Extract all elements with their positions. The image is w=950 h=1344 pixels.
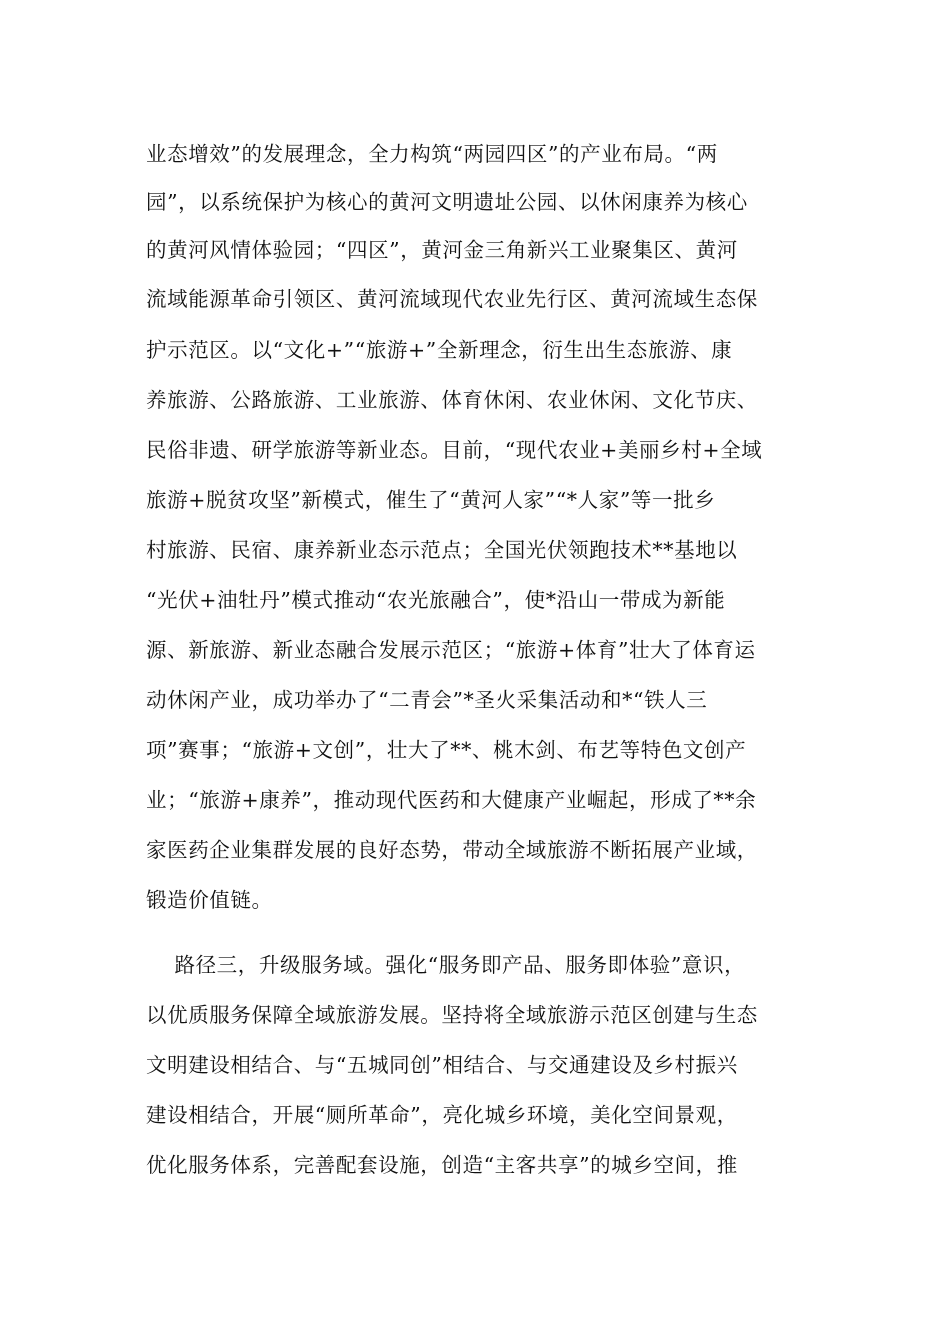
paragraph-line: 业态增效”的发展理念，全力构筑“两园四区”的产业布局。“两 xyxy=(146,142,718,166)
paragraph-line: 业；“旅游+康养”，推动现代医药和大健康产业崛起，形成了**余 xyxy=(146,788,757,812)
paragraph-line: 的黄河风情体验园；“四区”，黄河金三角新兴工业聚集区、黄河 xyxy=(146,238,738,262)
paragraph-line: 民俗非遗、研学旅游等新业态。目前，“现代农业+美丽乡村+全域 xyxy=(146,438,763,462)
paragraph-line: 项”赛事；“旅游+文创”，壮大了**、桃木剑、布艺等特色文创产 xyxy=(146,738,747,762)
paragraph-line: 建设相结合，开展“厕所革命”，亮化城乡环境，美化空间景观， xyxy=(146,1103,738,1127)
paragraph-line: 养旅游、公路旅游、工业旅游、体育休闲、农业休闲、文化节庆、 xyxy=(146,388,758,412)
paragraph-line: 文明建设相结合、与“五城同创”相结合、与交通建设及乡村振兴 xyxy=(146,1053,738,1077)
paragraph-line: 锻造价值链。 xyxy=(146,888,273,912)
paragraph-line: 流域能源革命引领区、黄河流域现代农业先行区、黄河流域生态保 xyxy=(146,287,758,311)
paragraph-line: 以优质服务保障全域旅游发展。坚持将全域旅游示范区创建与生态 xyxy=(146,1003,758,1027)
paragraph-line: 路径三，升级服务域。强化“服务即产品、服务即体验”意识， xyxy=(146,953,746,977)
paragraph-line: 动休闲产业，成功举办了“二青会”*圣火采集活动和*“铁人三 xyxy=(146,688,708,712)
paragraph-line: 源、新旅游、新业态融合发展示范区；“旅游+体育”壮大了体育运 xyxy=(146,638,756,662)
paragraph-line: “光伏+油牡丹”模式推动“农光旅融合”，使*沿山一带成为新能 xyxy=(146,588,726,612)
paragraph-line: 园”，以系统保护为核心的黄河文明遗址公园、以休闲康养为核心 xyxy=(146,190,748,214)
paragraph-line: 优化服务体系，完善配套设施，创造“主客共享”的城乡空间，推 xyxy=(146,1153,738,1177)
paragraph-line: 家医药企业集群发展的良好态势，带动全域旅游不断拓展产业域， xyxy=(146,838,758,862)
paragraph-line: 旅游+脱贫攻坚”新模式，催生了“黄河人家”“*人家”等一批乡 xyxy=(146,488,716,512)
paragraph-line: 护示范区。以“文化+”“旅游+”全新理念，衍生出生态旅游、康 xyxy=(146,338,733,362)
paragraph-line: 村旅游、民宿、康养新业态示范点；全国光伏领跑技术**基地以 xyxy=(146,538,738,562)
